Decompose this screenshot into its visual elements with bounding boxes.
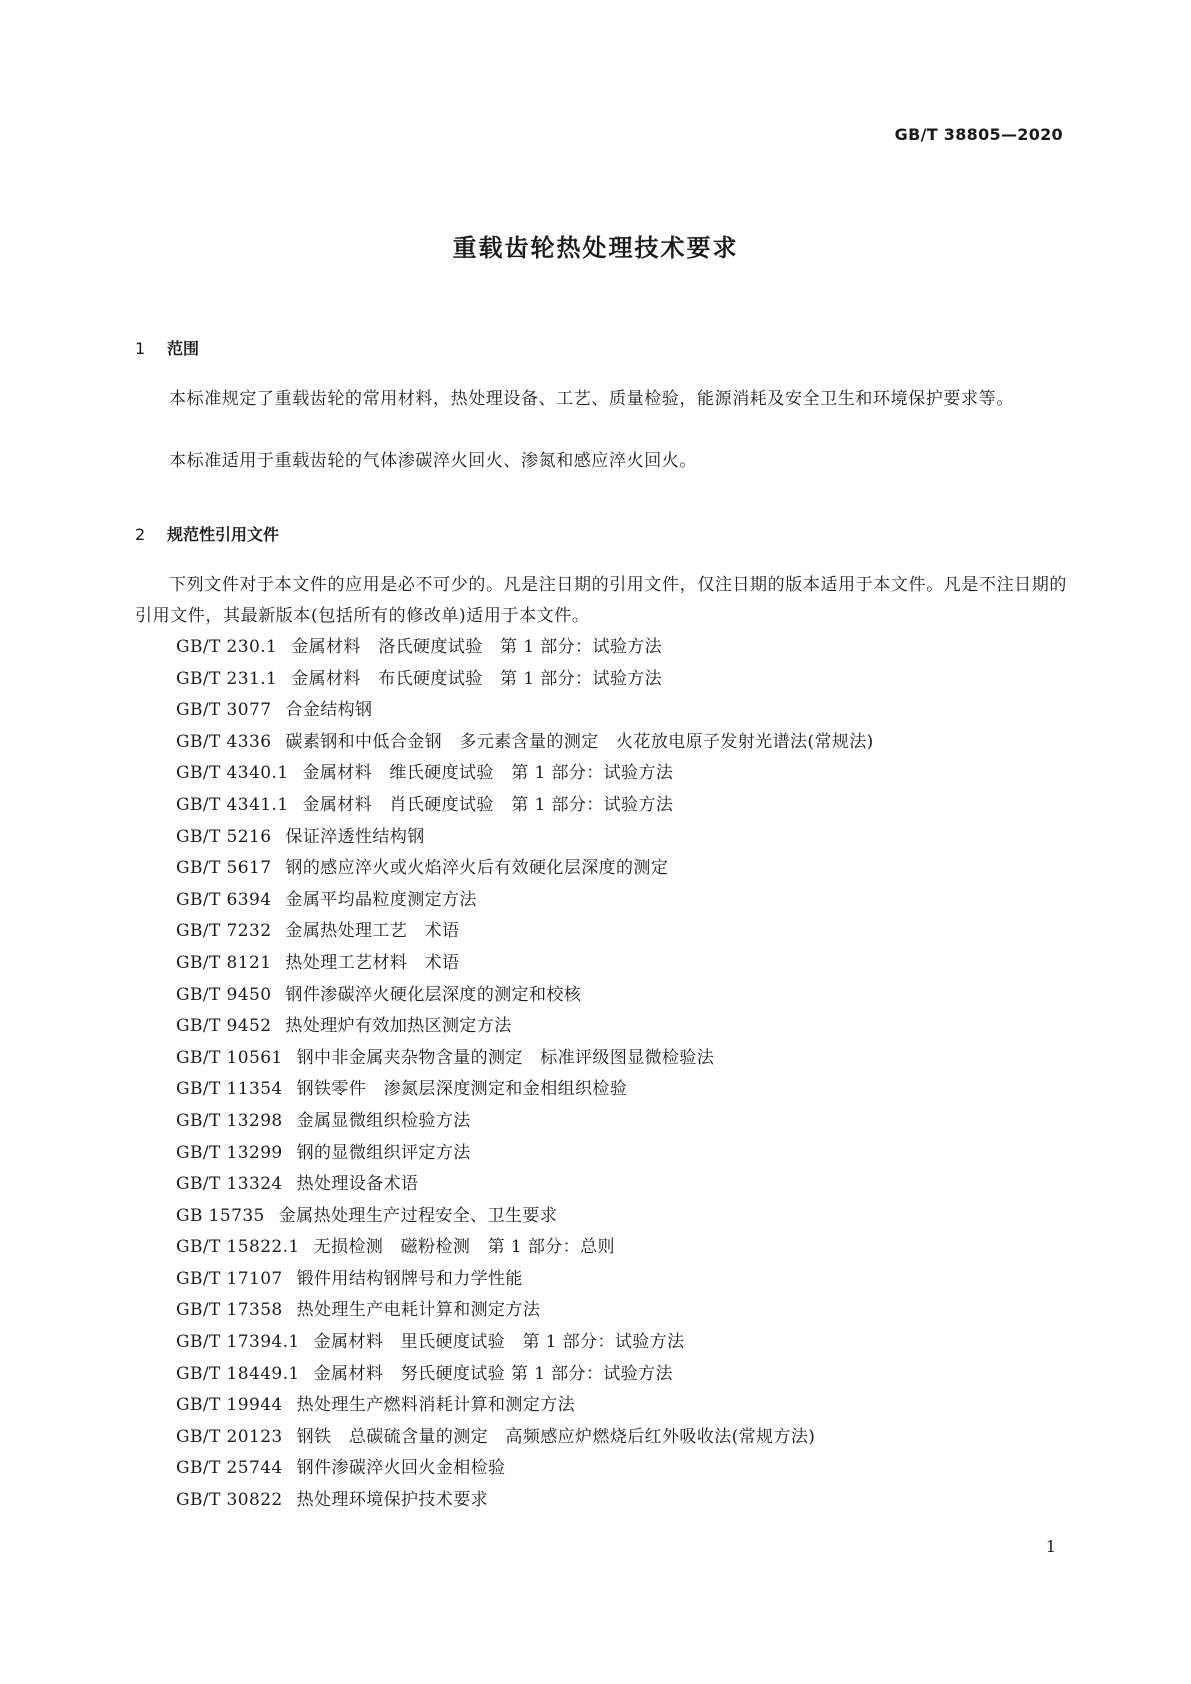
- reference-item: [176, 695, 874, 727]
- reference-code: GB/T 5617: [176, 858, 272, 879]
- scope-paragraph-1: 本标准规定了重载齿轮的常用材料，热处理设备、工艺、质量检验，能源消耗及安全卫生和环境保护要求等。: [169, 389, 1014, 409]
- reference-item: [176, 1169, 874, 1201]
- reference-code: GB/T 3077: [176, 700, 272, 721]
- reference-code: GB/T 10561: [176, 1047, 283, 1068]
- page-number: 1: [1045, 1537, 1056, 1556]
- reference-title: 钢中非金属夹杂物含量的测定 标准评级图显微检验法: [296, 1047, 715, 1068]
- reference-title: 钢的感应淬火或火焰淬火后有效硬化层深度的测定: [285, 858, 669, 879]
- reference-title: 钢铁 总碳硫含量的测定 高频感应炉燃烧后红外吸收法(常规方法): [296, 1426, 816, 1447]
- reference-title: 金属平均晶粒度测定方法: [285, 889, 477, 910]
- reference-code: GB/T 25744: [176, 1458, 283, 1479]
- reference-code: GB 15735: [176, 1205, 265, 1226]
- reference-item: [176, 1453, 874, 1485]
- reference-code: GB/T 18449.1: [176, 1363, 300, 1384]
- reference-code: GB/T 9452: [176, 1016, 272, 1037]
- reference-code: GB/T 15822.1: [176, 1237, 300, 1258]
- reference-title: 无损检测 磁粉检测 第 1 部分：总则: [313, 1237, 615, 1258]
- reference-title: 热处理工艺材料 术语: [285, 952, 460, 973]
- reference-item: [176, 1138, 874, 1170]
- reference-title: 金属材料 里氏硬度试验 第 1 部分：试验方法: [313, 1332, 685, 1353]
- reference-item: [176, 790, 874, 822]
- reference-item: [176, 758, 874, 790]
- reference-item: [176, 632, 874, 664]
- reference-item: [176, 1201, 874, 1233]
- reference-item: [176, 916, 874, 948]
- reference-title: 金属材料 努氏硬度试验 第 1 部分：试验方法: [313, 1363, 673, 1384]
- reference-code: GB/T 4336: [176, 731, 272, 752]
- references-intro: 下列文件对于本文件的应用是必不可少的。凡是注日期的引用文件，仅注日期的版本适用于本文件。凡是不注日期的引用文件，其最新版本(包括所有的修改单)适用于本文件。: [135, 575, 1067, 626]
- reference-item: [176, 1390, 874, 1422]
- reference-title: 合金结构钢: [285, 700, 373, 721]
- reference-code: GB/T 9450: [176, 984, 272, 1005]
- scope-paragraph-2: 本标准适用于重载齿轮的气体渗碳淬火回火、渗氮和感应淬火回火。: [169, 451, 697, 471]
- reference-title: 热处理炉有效加热区测定方法: [285, 1016, 512, 1037]
- reference-code: GB/T 230.1: [176, 637, 278, 657]
- reference-item: [176, 1295, 874, 1327]
- reference-code: GB/T 17394.1: [176, 1332, 300, 1353]
- reference-code: GB/T 20123: [176, 1426, 283, 1447]
- reference-title: 金属材料 维氏硬度试验 第 1 部分：试验方法: [302, 763, 674, 784]
- section-2-title: 规范性引用文件: [167, 525, 280, 544]
- standard-code: GB/T 38805—2020: [894, 125, 1063, 144]
- reference-item: [176, 980, 874, 1012]
- reference-item: [176, 664, 874, 696]
- reference-code: GB/T 231.1: [176, 668, 278, 689]
- reference-item: [176, 1485, 874, 1517]
- reference-title: 钢件渗碳淬火硬化层深度的测定和校核: [285, 984, 582, 1005]
- reference-code: GB/T 17107: [176, 1268, 283, 1289]
- reference-item: [176, 1264, 874, 1296]
- reference-item: [176, 853, 874, 885]
- reference-code: GB/T 17358: [176, 1300, 283, 1321]
- reference-title: 保证淬透性结构钢: [285, 826, 425, 847]
- section-2-heading: [135, 522, 279, 545]
- reference-item: [176, 1232, 874, 1264]
- reference-code: GB/T 8121: [176, 952, 272, 973]
- reference-item: [176, 948, 874, 980]
- reference-code: GB/T 13324: [176, 1174, 283, 1195]
- document-title: 重载齿轮热处理技术要求: [452, 234, 739, 262]
- reference-title: 钢件渗碳淬火回火金相检验: [296, 1458, 506, 1479]
- reference-item: [176, 1074, 874, 1106]
- reference-item: [176, 822, 874, 854]
- section-1-heading: [135, 336, 199, 359]
- reference-list: [176, 632, 874, 1517]
- reference-title: 热处理设备术语: [296, 1174, 419, 1195]
- reference-code: GB/T 7232: [176, 921, 272, 942]
- reference-item: [176, 1327, 874, 1359]
- reference-title: 热处理生产燃料消耗计算和测定方法: [296, 1395, 576, 1416]
- reference-title: 金属材料 布氏硬度试验 第 1 部分：试验方法: [291, 668, 663, 689]
- reference-title: 金属材料 洛氏硬度试验 第 1 部分：试验方法: [291, 637, 663, 657]
- reference-code: GB/T 4340.1: [176, 763, 289, 784]
- reference-item: [176, 1422, 874, 1454]
- reference-code: GB/T 11354: [176, 1079, 283, 1100]
- section-1-number: 1: [135, 339, 146, 358]
- reference-title: 热处理环境保护技术要求: [296, 1490, 489, 1511]
- reference-item: [176, 727, 874, 759]
- reference-item: [176, 1043, 874, 1075]
- reference-title: 钢的显微组织评定方法: [296, 1142, 471, 1163]
- reference-title: 金属热处理生产过程安全、卫生要求: [278, 1205, 558, 1226]
- reference-title: 金属显微组织检验方法: [296, 1110, 471, 1131]
- section-1-title: 范围: [167, 339, 200, 358]
- reference-code: GB/T 13299: [176, 1142, 283, 1163]
- reference-title: 金属材料 肖氏硬度试验 第 1 部分：试验方法: [302, 794, 674, 815]
- reference-item: [176, 1359, 874, 1391]
- reference-code: GB/T 30822: [176, 1490, 283, 1511]
- reference-title: 金属热处理工艺 术语: [285, 921, 460, 942]
- reference-code: GB/T 6394: [176, 889, 272, 910]
- reference-title: 碳素钢和中低合金钢 多元素含量的测定 火花放电原子发射光谱法(常规法): [285, 731, 874, 752]
- reference-item: [176, 1011, 874, 1043]
- section-2-number: 2: [135, 525, 146, 544]
- reference-code: GB/T 13298: [176, 1110, 283, 1131]
- reference-code: GB/T 5216: [176, 826, 272, 847]
- reference-item: [176, 885, 874, 917]
- reference-title: 锻件用结构钢牌号和力学性能: [296, 1268, 523, 1289]
- reference-title: 钢铁零件 渗氮层深度测定和金相组织检验: [296, 1079, 628, 1100]
- reference-item: [176, 1106, 874, 1138]
- reference-title: 热处理生产电耗计算和测定方法: [296, 1300, 541, 1321]
- reference-code: GB/T 19944: [176, 1395, 283, 1416]
- reference-code: GB/T 4341.1: [176, 794, 289, 815]
